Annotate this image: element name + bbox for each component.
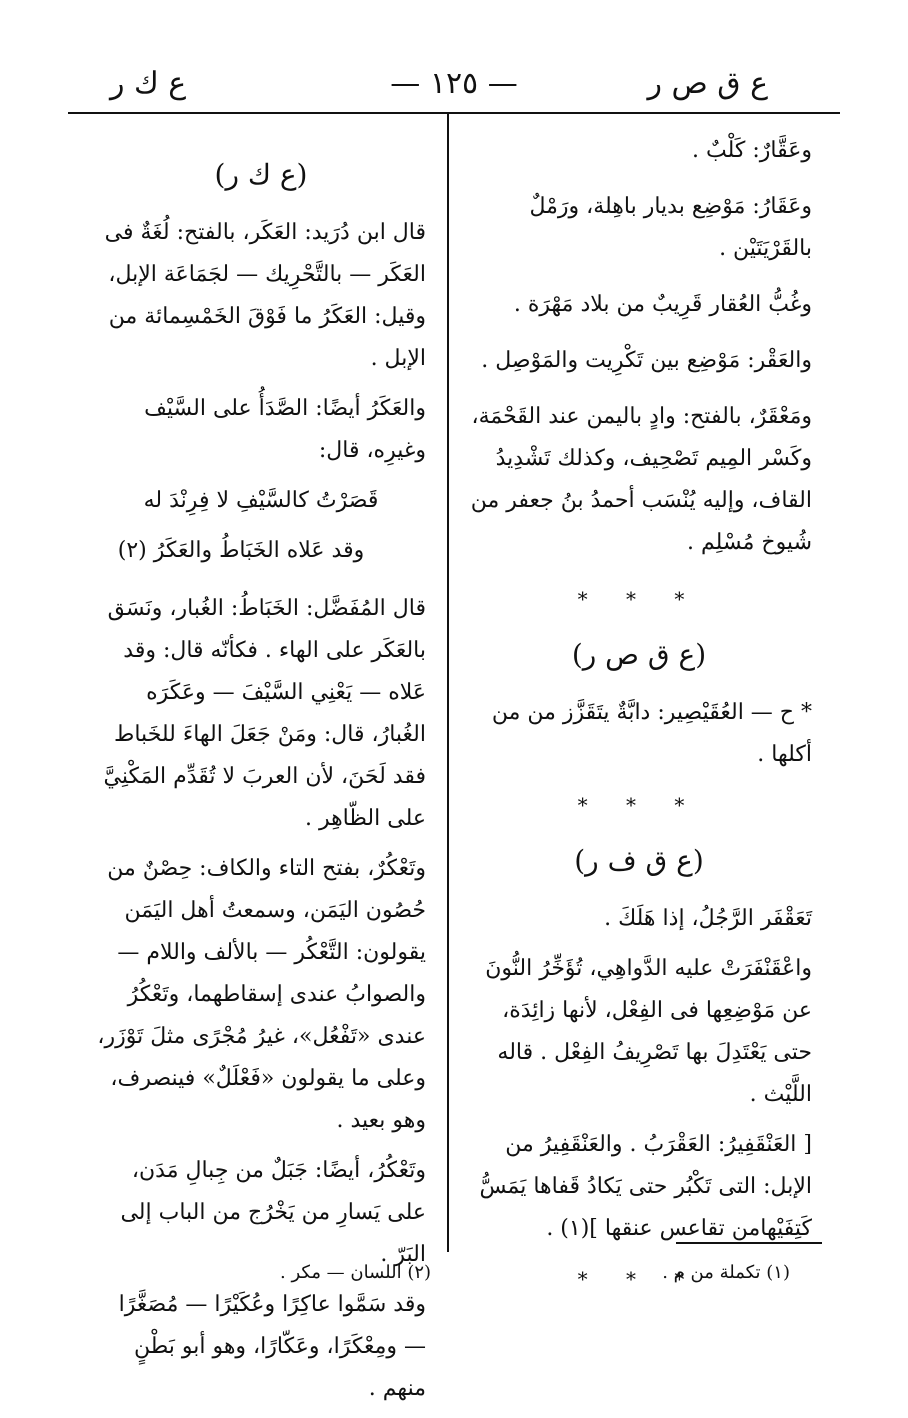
section-separator: * * * [577,793,701,817]
paragraph: قال ابن دُرَيد: العَكَر، بالفتح: لُغَةٌ فى العَكَر — بالتَّحْرِيك — لجَمَاعَة الإبل، وقيل: العَكَرُ ما فَوْقَ الخَمْسِمائة من الإبل . [104,220,426,371]
header-rule [68,112,840,114]
paragraph: وتَعْكُرُ، أيضًا: جَبَلٌ من جِبالِ مَدَن، على يَسارِ من يَخْرُج من الباب إلى البَرّ . [120,1158,426,1267]
paragraph: وتَعْكُرٌ، بفتح التاء والكاف: حِصْنٌ من حُصُون اليَمَن، وسمعتُ أهل اليَمَن يقولون: التَّعْكُر — بالألف واللام — والصوابُ عندى إسقاطهما، وتَعْكُرُ عندى «تَفْعُل»، غيرُ مُجْرًى مثلَ تَوْزَر، وعلى ما يقولون «فَعْلَلٌ» فينصرف، وهو بعيد . [97,856,426,1133]
entry: [ العَنْقَفِيرُ: العَقْرَبُ . والعَنْقَفِيرُ من الإبل: التى تَكْبُر حتى يَكادُ قَفاها يَمَسُّ كَتِفَيْهامن تقاعس عنقها ](١) . [479,1132,812,1241]
entry: ومَعْقَرٌ، بالفتح: وادٍ باليمن عند القَحْمَة، وكَسْر المِيم تَصْحِيف، وكذلك تَشْدِيدُ القاف، وإليه يُنْسَب أحمدُ بنُ جعفر من شُيوخ مُسْلِم . [470,404,812,555]
entry: * ح — العُقَيْصِير: دابَّةٌ يتَقَزَّز من من أكلها . [491,700,812,767]
verse-line: وقد عَلاه الخَبَاطُ والعَكَرُ (٢) [117,538,365,563]
entry: تَعَقْفَر الرَّجُلُ، إذا هَلَكَ . [604,906,812,931]
entry: واعْقَنْفَرَتْ عليه الدَّواهِي، تُؤَخِّرُ النُّونَ عن مَوْضِعِها فى الفِعْل، لأنها زائِدَة، حتى يَعْتَدِلَ بها تَصْرِيفُ الفِعْل . قاله اللَّيْث . [485,956,812,1107]
footnote: (١) تكملة من م . [662,1262,790,1283]
entry: وعَقَّارٌ: كَلْبٌ . [692,138,812,163]
verse-line: قَصَرْتُ كالسَّيْفِ لا فِرِنْدَ له [143,488,379,513]
footnote-rule [676,1242,822,1244]
section-heading-aqfr: (ع ق ف ر) [574,844,704,877]
left-column [96,140,426,1418]
running-head-right-root: ع ق ص ر [647,66,768,101]
entry: وعَقَارُ: مَوْضِع بديار باهِلة، ورَمْلٌ بالقَرْيَتَيْن . [529,194,812,261]
section-heading-akr: (ع ك ر) [214,158,308,191]
entry: وغُبُّ العُقار قَرِيبٌ من بلاد مَهْرَة . [513,292,812,317]
paragraph: والعَكَرُ أيضًا: الصَّدَأُ على السَّيْف وغيرِه، قال: [144,396,426,463]
entry: والعَقْر: مَوْضِع بين تَكْرِيت والمَوْصِل . [481,348,812,373]
section-separator: * * * [577,1267,701,1291]
paragraph: قال المُفَضَّل: الخَبَاطُ: الغُبار، ونَسَق بالعَكَر على الهاء . فكأنّه قال: وقد عَلاه — يَعْنِي السَّيْفَ — وعَكَرَه الغُبارُ، قال: ومَنْ جَعَلَ الهاءَ للخَباط فقد لَحَنَ، لأن العربَ لا تُقَدِّم المَكْنِيَّ على الظّاهِر . [103,596,426,831]
section-separator: * * * [577,587,701,611]
footnote: (٢) اللسان — مكر . [280,1262,432,1283]
section-heading-aqsr: (ع ق ص ر) [571,638,707,671]
page-number: — ١٢٥ — [390,66,518,101]
paragraph: وقد سَمَّوا عاكِرًا وعُكَيْرًا — مُصَغَّرًا — ومِعْكَرًا، وعَكّارًا، وهو أبو بَطْنٍ منهم . [118,1292,426,1401]
column-divider [447,112,449,1252]
right-column [466,130,812,1308]
running-head-left-root: ع ك ر [110,66,187,101]
